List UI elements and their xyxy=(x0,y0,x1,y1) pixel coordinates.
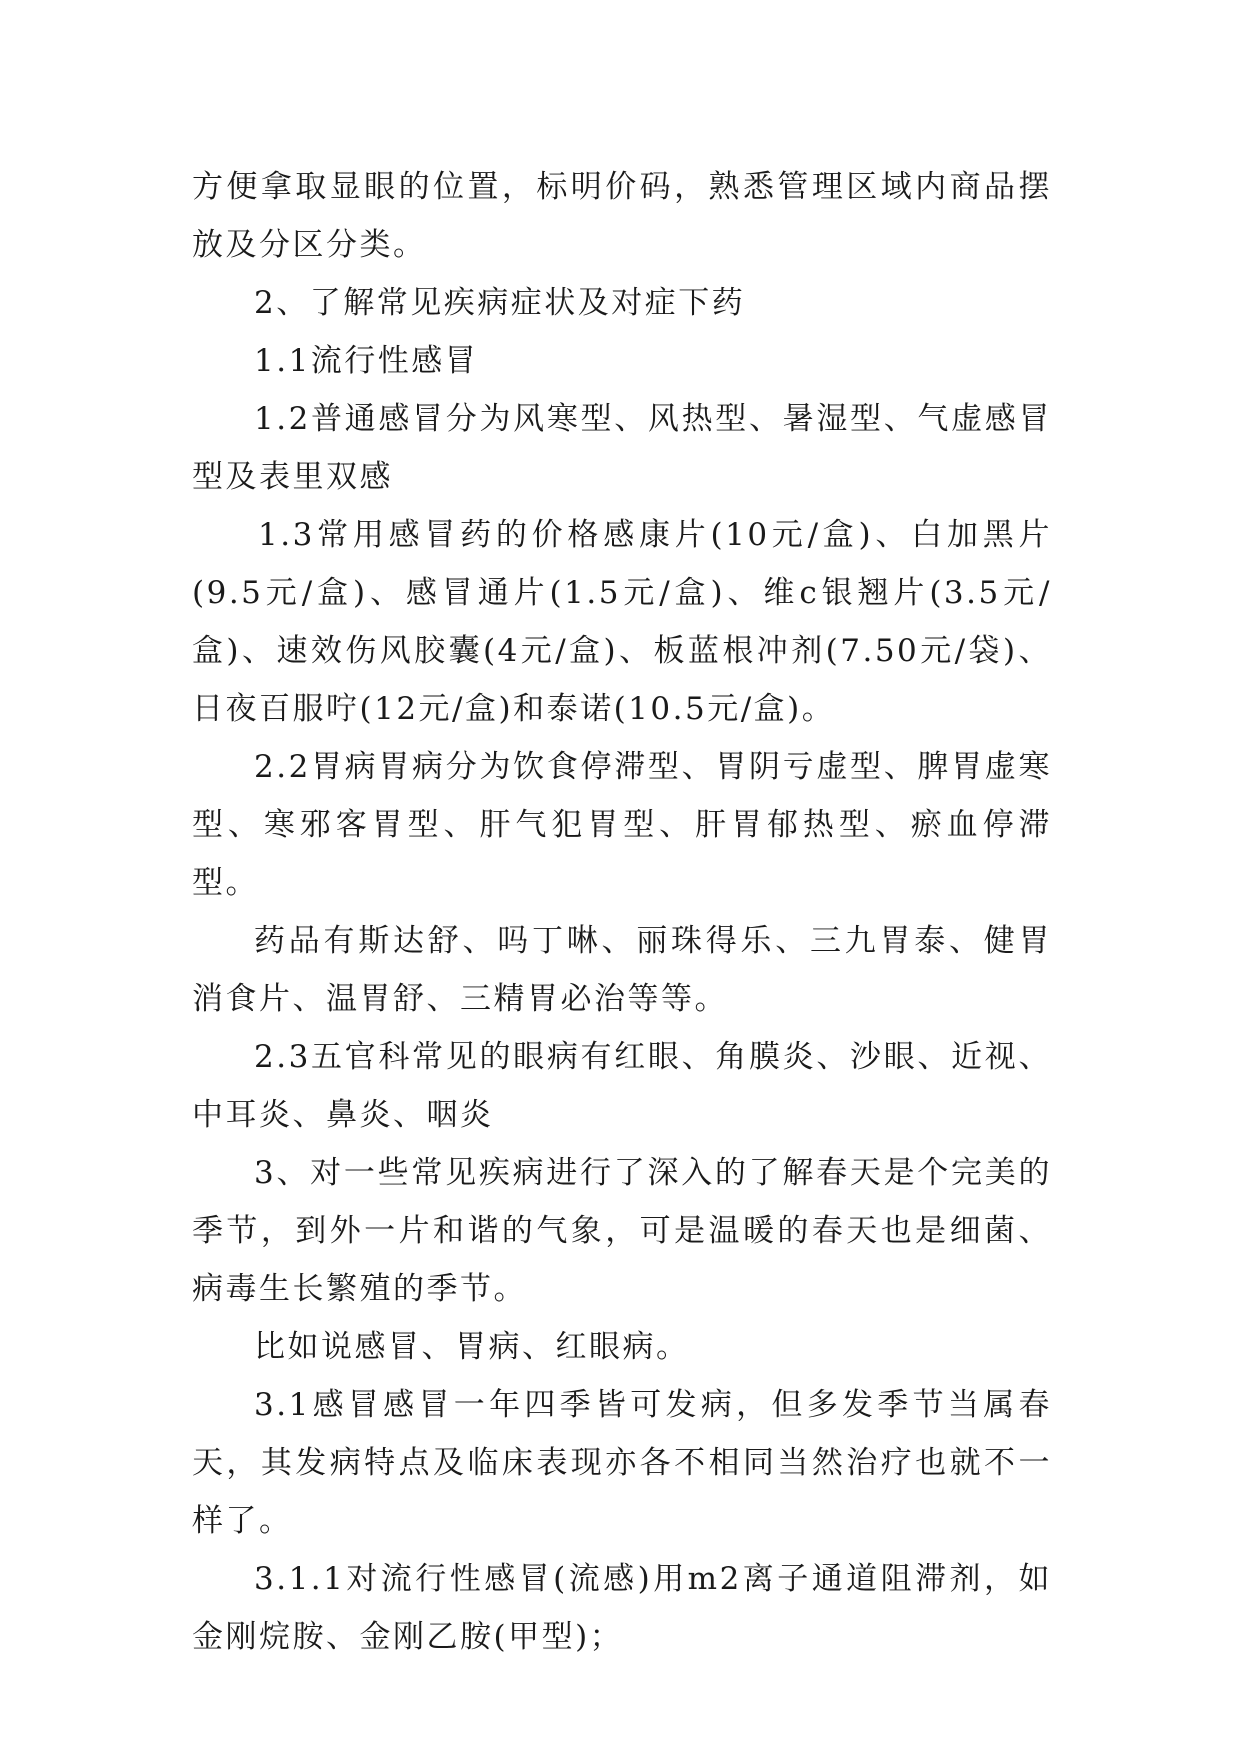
paragraph: 1.3常用感冒药的价格感康片(10元/盒)、白加黑片(9.5元/盒)、感冒通片(1.5元/盒)、维c银翘片(3.5元/盒)、速效伤风胶囊(4元/盒)、板蓝根冲剂(7.50元/袋)、日夜百服咛(12元/盒)和泰诺(10.5元/盒)。 xyxy=(192,517,1052,727)
paragraph: 药品有斯达舒、吗丁啉、丽珠得乐、三九胃泰、健胃消食片、温胃舒、三精胃必治等等。 xyxy=(192,923,1052,1017)
paragraph: 3、对一些常见疾病进行了深入的了解春天是个完美的季节，到外一片和谐的气象，可是温暖的春天也是细菌、病毒生长繁殖的季节。 xyxy=(192,1155,1052,1307)
paragraph: 3.1感冒感冒一年四季皆可发病，但多发季节当属春天，其发病特点及临床表现亦各不相同当然治疗也就不一样了。 xyxy=(192,1387,1052,1539)
paragraph: 比如说感冒、胃病、红眼病。 xyxy=(254,1329,690,1365)
paragraph: 3.1.1对流行性感冒(流感)用m2离子通道阻滞剂，如金刚烷胺、金刚乙胺(甲型)； xyxy=(192,1561,1052,1655)
document-body xyxy=(192,158,1052,1666)
paragraph: 2、了解常见疾病症状及对症下药 xyxy=(254,285,746,321)
paragraph: 1.1流行性感冒 xyxy=(254,343,479,379)
paragraph: 1.2普通感冒分为风寒型、风热型、暑湿型、气虚感冒型及表里双感 xyxy=(192,401,1052,495)
paragraph: 2.3五官科常见的眼病有红眼、角膜炎、沙眼、近视、中耳炎、鼻炎、咽炎 xyxy=(192,1039,1052,1133)
paragraph: 2.2胃病胃病分为饮食停滞型、胃阴亏虚型、脾胃虚寒型、寒邪客胃型、肝气犯胃型、肝胃郁热型、瘀血停滞型。 xyxy=(192,749,1052,901)
paragraph: 方便拿取显眼的位置，标明价码，熟悉管理区域内商品摆放及分区分类。 xyxy=(192,169,1052,263)
